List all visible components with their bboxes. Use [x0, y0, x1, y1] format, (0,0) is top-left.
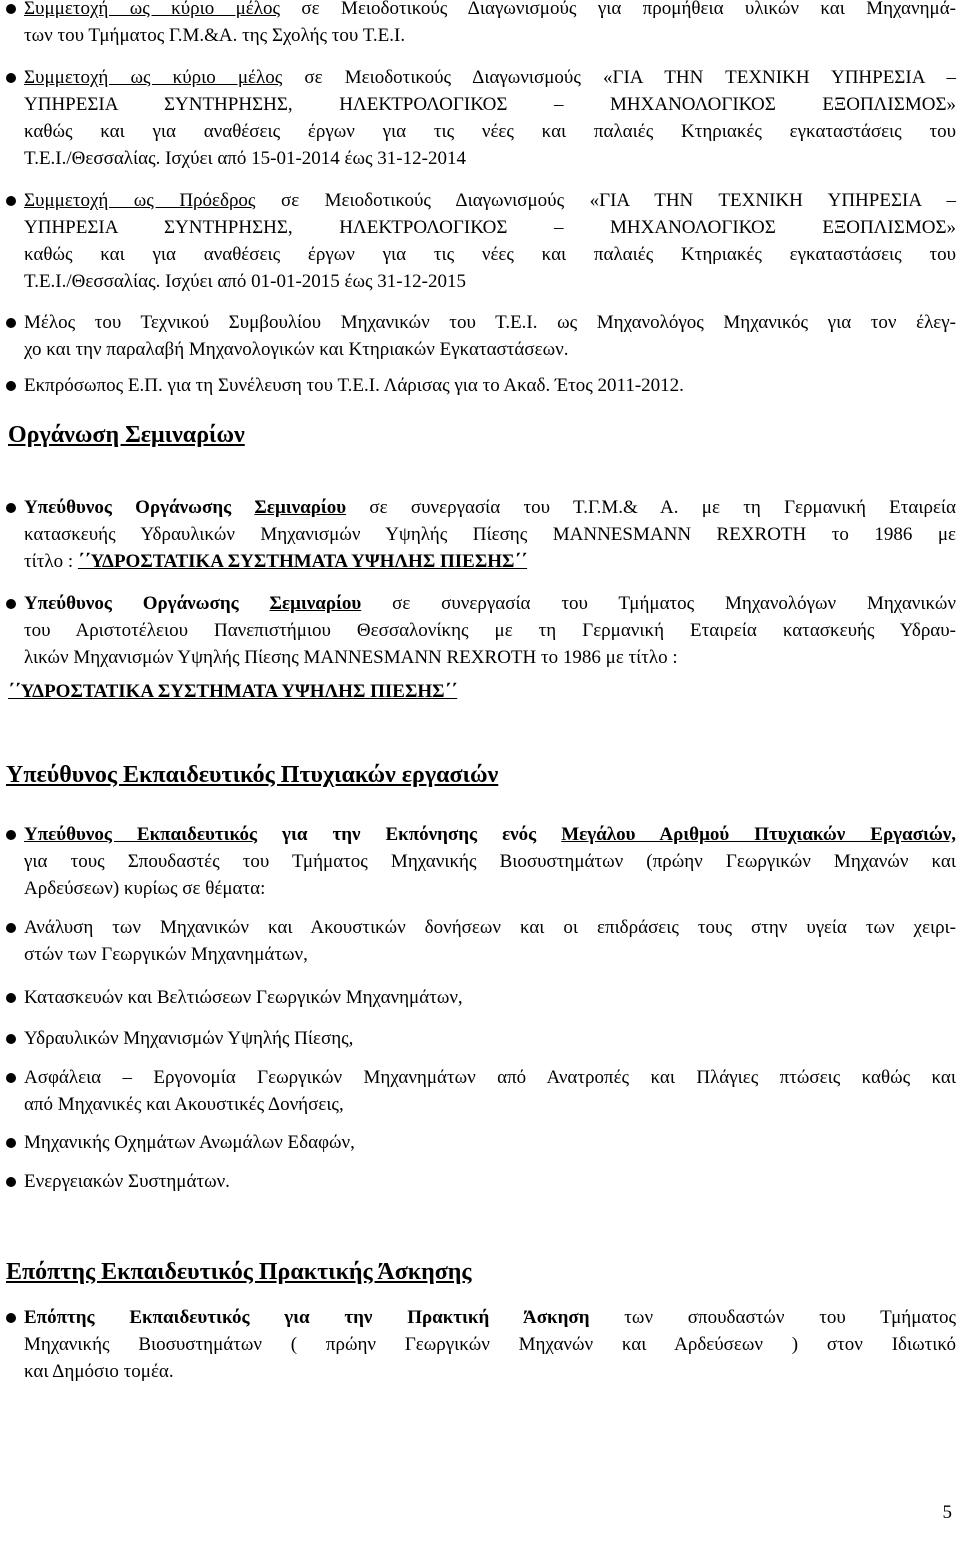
section-heading-practice: Επόπτης Εκπαιδευτικός Πρακτικής Άσκησης [6, 1259, 472, 1285]
item-lead-underlined: Μεγάλου Αριθμού Πτυχιακών Εργασιών, [561, 824, 956, 845]
item-text: ΥΠΗΡΕΣΙΑ ΣΥΝΤΗΡΗΣΗΣ, ΗΛΕΚΤΡΟΛΟΓΙΚΟΣ – ΜΗΧΑΝΟΛΟΓΙΚΟΣ ΕΞΟΠΛΙΣΜΟΣ» [24, 217, 956, 238]
item-lead-underlined: Σεμιναρίου [254, 497, 347, 518]
bullet-icon [6, 503, 16, 513]
list-item-continuation [6, 1091, 956, 1118]
item-text: Μηχανικής Οχημάτων Ανωμάλων Εδαφών, [24, 1132, 355, 1153]
section-heading-thesis: Υπεύθυνος Εκπαιδευτικός Πτυχιακών εργασιών [6, 762, 499, 788]
list-item [6, 64, 956, 172]
item-text: Τ.Ε.Ι./Θεσσαλίας. Ισχύει από 15-01-2014 έως 31-12-2014 [24, 148, 466, 169]
item-lead: Συμμετοχή ως κύριο μέλος [24, 67, 283, 88]
list-item [6, 1304, 956, 1331]
item-text: και Δημόσιο τομέα. [24, 1361, 174, 1382]
item-text: σε Μειοδοτικούς Διαγωνισμούς «ΓΙΑ ΤΗΝ ΤΕΧΝΙΚΗ ΥΠΗΡΕΣΙΑ – [282, 67, 957, 88]
list-item-continuation [6, 521, 956, 575]
item-text: από Μηχανικές και Ακουστικές Δονήσεις, [24, 1094, 344, 1115]
bullet-icon [6, 830, 16, 840]
bullet-icon [6, 1034, 16, 1044]
list-item [6, 590, 956, 617]
item-text: σε Μειοδοτικούς Διαγωνισμούς για προμήθεια υλικών και Μηχανημά- [280, 0, 956, 19]
item-lead: Συμμετοχή ως Πρόεδρος [24, 190, 256, 211]
item-text: καθώς και για αναθέσεις έργων για τις νέες και παλαιές Κτηριακές εγκαταστάσεις του [24, 121, 956, 142]
list-item-continuation [6, 848, 956, 902]
page-number: 5 [942, 1502, 952, 1523]
list-item [6, 372, 956, 399]
item-lead-underlined: Σεμιναρίου [269, 593, 362, 614]
item-text: για τους Σπουδαστές του Τμήματος Μηχανικής Βιοσυστημάτων (πρώην Γεωργικών Μηχανών και [24, 851, 956, 872]
item-lead: Υπεύθυνος Οργάνωσης [24, 593, 270, 614]
item-text: στών των Γεωργικών Μηχανημάτων, [24, 944, 308, 965]
item-text: Εκπρόσωπος Ε.Π. για τη Συνέλευση του Τ.Ε.Ι. Λάρισας για το Ακαδ. Έτος 2011-2012. [24, 375, 684, 396]
item-text: καθώς και για αναθέσεις έργων για τις νέες και παλαιές Κτηριακές εγκαταστάσεις του [24, 244, 956, 265]
item-text: των του Τμήματος Γ.Μ.&Α. της Σχολής του Τ.Ε.Ι. [24, 25, 406, 46]
list-item-continuation [6, 617, 956, 671]
list-item [6, 1064, 956, 1091]
list-item [6, 0, 956, 49]
list-item [6, 1025, 956, 1052]
item-text: Μέλος του Τεχνικού Συμβουλίου Μηχανικών του Τ.Ε.Ι. ως Μηχανολόγος Μηχανικός για τον έλεγ- [24, 312, 956, 333]
item-lead: Συμμετοχή ως κύριο μέλος [24, 0, 281, 19]
item-text: Τ.Ε.Ι./Θεσσαλίας. Ισχύει από 01-01-2015 έως 31-12-2015 [24, 271, 466, 292]
item-lead: Υπεύθυνος Οργάνωσης [24, 497, 255, 518]
bullet-icon [6, 923, 16, 933]
list-item [6, 187, 956, 295]
item-text: τίτλο : [24, 551, 78, 572]
bullet-icon [6, 1177, 16, 1187]
item-lead: για την Εκπόνησης ενός [257, 824, 562, 845]
bullet-icon [6, 993, 16, 1003]
list-item [6, 309, 956, 363]
item-text: Μηχανικής Βιοσυστημάτων ( πρώην Γεωργικών Μηχανών και Αρδεύσεων ) στον Ιδιωτικό [24, 1334, 956, 1355]
item-text: των σπουδαστών του Τμήματος [589, 1307, 956, 1328]
item-text: Αρδεύσεων) κυρίως σε θέματα: [24, 878, 266, 899]
item-text: ΥΠΗΡΕΣΙΑ ΣΥΝΤΗΡΗΣΗΣ, ΗΛΕΚΤΡΟΛΟΓΙΚΟΣ – ΜΗΧΑΝΟΛΟΓΙΚΟΣ ΕΞΟΠΛΙΣΜΟΣ» [24, 94, 956, 115]
bullet-icon [6, 318, 16, 328]
section-heading-seminars: Οργάνωση Σεμιναρίων [8, 422, 245, 448]
bullet-icon [6, 1313, 16, 1323]
bullet-icon [6, 381, 16, 391]
list-item [6, 1129, 956, 1156]
item-text: σε συνεργασία του Τμήματος Μηχανολόγων Μηχανικών [361, 593, 956, 614]
list-item [6, 1168, 956, 1195]
bullet-icon [6, 599, 16, 609]
item-text: Ασφάλεια – Εργονομία Γεωργικών Μηχανημάτων από Ανατροπές και Πλάγιες πτώσεις καθώς και [24, 1067, 956, 1088]
bullet-icon [6, 4, 16, 14]
bullet-icon [6, 1073, 16, 1083]
item-text: χο και την παραλαβή Μηχανολογικών και Κτηριακών Εγκαταστάσεων. [24, 339, 569, 360]
list-item [6, 984, 956, 1011]
item-lead: Υπεύθυνος Εκπαιδευτικός [24, 824, 258, 845]
item-lead: Επόπτης Εκπαιδευτικός για την Πρακτική Άσκηση [24, 1307, 590, 1328]
item-text: Υδραυλικών Μηχανισμών Υψηλής Πίεσης, [24, 1028, 354, 1049]
item-text: Κατασκευών και Βελτιώσεων Γεωργικών Μηχανημάτων, [24, 987, 463, 1008]
item-text: Ανάλυση των Μηχανικών και Ακουστικών δονήσεων και οι επιδράσεις τους στην υγεία των χειρι- [24, 917, 956, 938]
item-text: Ενεργειακών Συστημάτων. [24, 1171, 230, 1192]
list-item-continuation [6, 1331, 956, 1385]
seminar-title: ΄΄ΥΔΡΟΣΤΑΤΙΚΑ ΣΥΣΤΗΜΑΤΑ ΥΨΗΛΗΣ ΠΙΕΣΗΣ΄΄ [8, 681, 458, 702]
item-text: του Αριστοτέλειου Πανεπιστήμιου Θεσσαλονίκης με τη Γερμανική Εταιρεία κατασκευής Υδραυ- [24, 620, 956, 641]
seminar-title: ΄΄ΥΔΡΟΣΤΑΤΙΚΑ ΣΥΣΤΗΜΑΤΑ ΥΨΗΛΗΣ ΠΙΕΣΗΣ΄΄ [77, 551, 528, 572]
bullet-icon [6, 196, 16, 206]
list-item [6, 494, 956, 521]
item-text: σε Μειοδοτικούς Διαγωνισμούς «ΓΙΑ ΤΗΝ ΤΕΧΝΙΚΗ ΥΠΗΡΕΣΙΑ – [255, 190, 956, 211]
bullet-icon [6, 1138, 16, 1148]
bullet-icon [6, 73, 16, 83]
item-text: κατασκευής Υδραυλικών Μηχανισμών Υψηλής Πίεσης MANNESMANN REXROTH το 1986 με [24, 524, 956, 545]
list-item [6, 821, 956, 848]
item-text: σε συνεργασία του Τ.Γ.Μ.& Α. με τη Γερμανική Εταιρεία [346, 497, 956, 518]
list-item [6, 914, 956, 941]
list-item-continuation [6, 941, 956, 968]
item-text: λικών Μηχανισμών Υψηλής Πίεσης MANNESMANN REXROTH το 1986 με τίτλο : [24, 647, 678, 668]
